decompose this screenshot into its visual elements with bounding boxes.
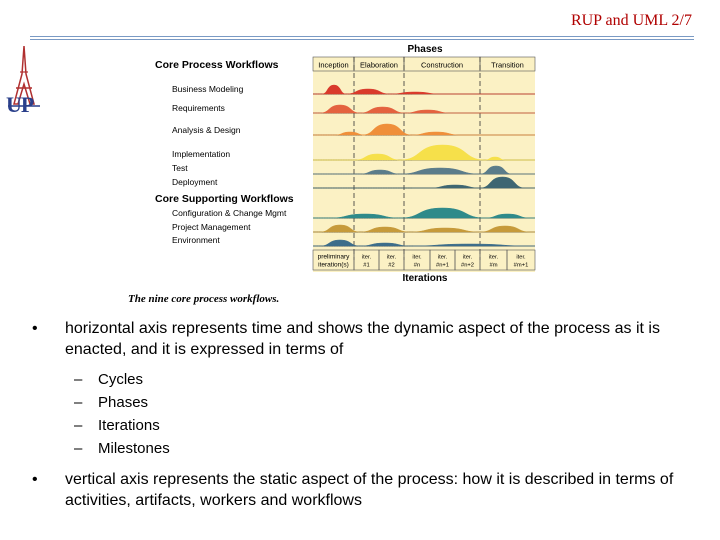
phase-label: Construction (420, 60, 464, 70)
workflow-label: Project Management (172, 222, 251, 232)
bullet-text: vertical axis represents the static aspect of the process: how it is described in terms of activities, artifacts, workers and workflows (65, 471, 674, 509)
sub-item-phases (30, 391, 690, 414)
sub-marker: – (74, 371, 83, 388)
iteration-label: iteration(s) (318, 261, 349, 269)
iteration-label: #n+2 (460, 262, 475, 269)
iteration-label: iter. (361, 254, 372, 261)
sub-text: Milestones (98, 440, 170, 457)
supporting-workflows-header: Core Supporting Workflows (155, 193, 294, 205)
bullet-list (30, 318, 690, 511)
bullet-item-horizontal (30, 318, 690, 360)
iteration-label: #2 (388, 262, 395, 269)
iteration-label: iter. (488, 254, 499, 261)
iteration-label: iter. (412, 254, 422, 261)
workflow-label: Deployment (172, 177, 218, 187)
figure-caption: The nine core process workflows. (128, 293, 280, 305)
phases-label: Phases (407, 44, 443, 55)
bullet-marker: • (32, 320, 38, 337)
sub-item-iterations (30, 414, 690, 437)
sub-marker: – (74, 417, 83, 434)
sub-text: Iterations (98, 417, 160, 434)
sub-text: Phases (98, 394, 149, 411)
workflow-label: Requirements (172, 103, 225, 113)
workflow-label: Configuration & Change Mgmt (172, 208, 287, 218)
iteration-label: #m (489, 262, 498, 269)
iteration-label: #n (413, 262, 421, 269)
sub-marker: – (74, 394, 83, 411)
phase-label: Inception (318, 60, 349, 70)
sub-item-milestones (30, 437, 690, 460)
core-workflows-header: Core Process Workflows (155, 59, 279, 71)
workflow-label: Test (172, 163, 188, 173)
bullet-text: horizontal axis represents time and shows the dynamic aspect of the process as it is enacted, and it is expressed in terms of (65, 320, 660, 358)
iteration-label: #1 (363, 262, 370, 269)
workflow-label: Implementation (172, 149, 231, 159)
slide-title: RUP and UML 2/7 (570, 12, 692, 29)
chart-background (313, 57, 535, 272)
bullet-item-vertical (30, 469, 690, 511)
iteration-label: iter. (437, 254, 448, 261)
iterations-label: Iterations (402, 273, 448, 284)
iteration-label: iter. (516, 254, 526, 261)
iteration-label: preliminary (317, 253, 350, 261)
sub-list (30, 368, 690, 460)
iteration-label: iter. (386, 254, 397, 261)
iteration-label: iter. (462, 254, 473, 261)
iteration-label: #n+1 (435, 262, 450, 269)
phase-label: Elaboration (360, 60, 398, 70)
bullet-marker: • (32, 471, 38, 488)
sub-item-cycles (30, 368, 690, 391)
workflow-label: Environment (172, 235, 220, 245)
workflow-label: Analysis & Design (172, 125, 241, 135)
logo-text: UP (6, 92, 34, 117)
core-workflows-figure (150, 40, 540, 288)
phase-label: Transition (491, 60, 524, 70)
iteration-label: #m+1 (513, 262, 529, 269)
title-rule (30, 36, 694, 37)
sub-marker: – (74, 440, 83, 457)
workflow-label: Business Modeling (172, 84, 244, 94)
sub-text: Cycles (98, 371, 144, 388)
